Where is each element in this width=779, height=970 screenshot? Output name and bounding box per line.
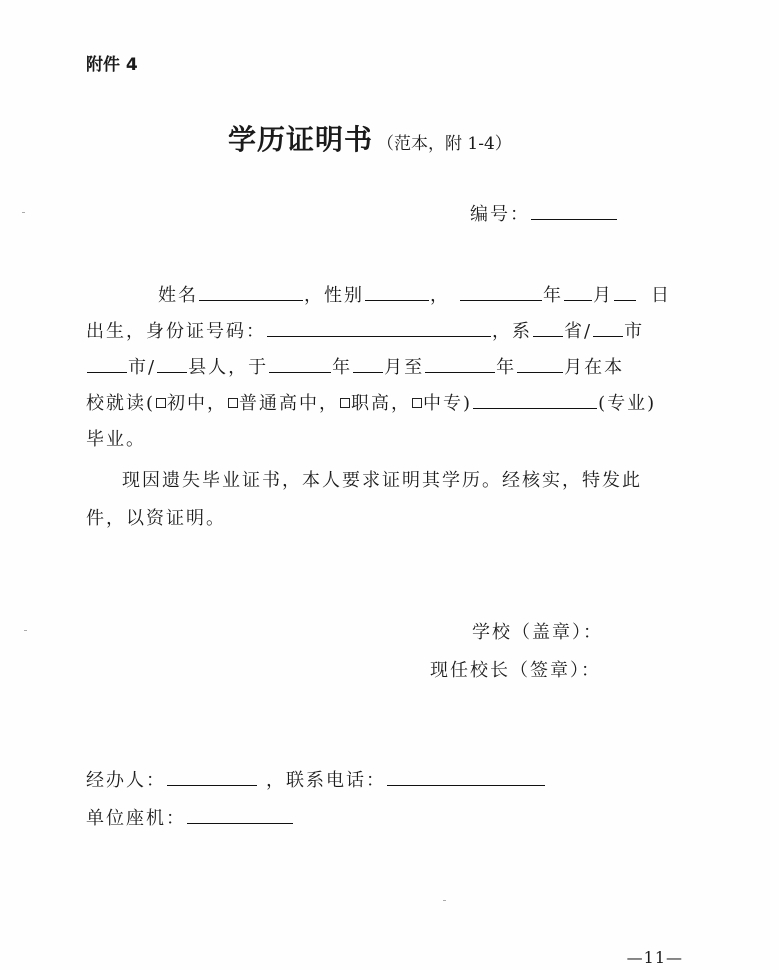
serial-blank[interactable] bbox=[531, 201, 617, 220]
year-label: 年 bbox=[543, 285, 563, 306]
birth-year-blank[interactable] bbox=[460, 282, 542, 301]
city-slash-label: 市/ bbox=[128, 357, 157, 378]
id-number-blank[interactable] bbox=[267, 318, 491, 337]
option-technical-label: 中专) bbox=[423, 393, 473, 414]
checkbox-junior[interactable] bbox=[156, 398, 166, 408]
serial-label: 编号： bbox=[470, 204, 530, 225]
dept-label: ，系 bbox=[492, 321, 532, 342]
comma: ， bbox=[430, 285, 450, 306]
checkbox-senior[interactable] bbox=[228, 398, 238, 408]
major-label: (专业) bbox=[598, 393, 657, 414]
office-phone-label: 单位座机： bbox=[86, 808, 186, 829]
serial-number-field[interactable] bbox=[470, 200, 618, 226]
office-phone-blank[interactable] bbox=[187, 805, 293, 824]
handler-blank[interactable] bbox=[167, 767, 257, 786]
name-blank[interactable] bbox=[199, 282, 303, 301]
checkbox-vocational[interactable] bbox=[340, 398, 350, 408]
day-label: 日 bbox=[651, 285, 671, 306]
document-title-block bbox=[228, 118, 512, 158]
end-year-label: 年 bbox=[496, 357, 517, 378]
gender-label: ，性别 bbox=[304, 285, 364, 306]
page-number: —11— bbox=[626, 948, 683, 967]
phone-label: ，联系电话： bbox=[266, 770, 386, 791]
body-line-3 bbox=[86, 353, 624, 379]
birth-day-blank[interactable] bbox=[614, 282, 636, 301]
title-note: （范本，附 1-4） bbox=[377, 134, 512, 154]
document-title: 学历证明书 bbox=[228, 123, 374, 156]
handler-label: 经办人： bbox=[86, 770, 166, 791]
month-label: 月 bbox=[593, 285, 613, 306]
name-label: 姓名 bbox=[158, 285, 198, 306]
start-month-blank[interactable] bbox=[353, 354, 383, 373]
body-para2-line1: 现因遗失毕业证书，本人要求证明其学历。经核实，特发此 bbox=[122, 470, 642, 491]
body-line-4 bbox=[86, 389, 656, 415]
scan-speck bbox=[24, 630, 27, 631]
major-blank[interactable] bbox=[473, 390, 597, 409]
body-para2-line2: 件，以资证明。 bbox=[86, 508, 226, 529]
city-label: 市 bbox=[624, 321, 645, 342]
gender-blank[interactable] bbox=[365, 282, 429, 301]
option-vocational-label: 职高， bbox=[351, 393, 412, 414]
city-blank[interactable] bbox=[87, 354, 127, 373]
studying-label: 月在本 bbox=[564, 357, 625, 378]
body-line-5: 毕业。 bbox=[86, 429, 146, 450]
body-line-2 bbox=[86, 317, 644, 343]
option-senior-label: 普通高中， bbox=[239, 393, 340, 414]
born-label: 出生，身份证号码： bbox=[86, 321, 266, 342]
to-label: 月至 bbox=[384, 357, 425, 378]
origin-city-blank[interactable] bbox=[593, 318, 623, 337]
school-seal-label: 学校（盖章）： bbox=[472, 622, 603, 643]
principal-sign-label: 现任校长（签章）： bbox=[430, 660, 601, 681]
start-year-label: 年 bbox=[332, 357, 353, 378]
phone-blank[interactable] bbox=[387, 767, 545, 786]
school-study-label: 校就读( bbox=[86, 393, 156, 414]
attachment-label: 附件 4 bbox=[86, 55, 138, 75]
handler-row bbox=[86, 766, 546, 792]
office-phone-row bbox=[86, 804, 294, 830]
start-year-blank[interactable] bbox=[269, 354, 331, 373]
end-year-blank[interactable] bbox=[425, 354, 495, 373]
scan-speck bbox=[22, 212, 25, 213]
checkbox-technical[interactable] bbox=[412, 398, 422, 408]
body-line-1 bbox=[158, 281, 671, 307]
county-blank[interactable] bbox=[157, 354, 187, 373]
origin-province-blank[interactable] bbox=[533, 318, 563, 337]
county-label: 县人，于 bbox=[188, 357, 269, 378]
scan-speck bbox=[443, 900, 446, 901]
birth-month-blank[interactable] bbox=[564, 282, 592, 301]
option-junior-label: 初中， bbox=[167, 393, 228, 414]
province-label: 省/ bbox=[564, 321, 593, 342]
end-month-blank[interactable] bbox=[517, 354, 563, 373]
